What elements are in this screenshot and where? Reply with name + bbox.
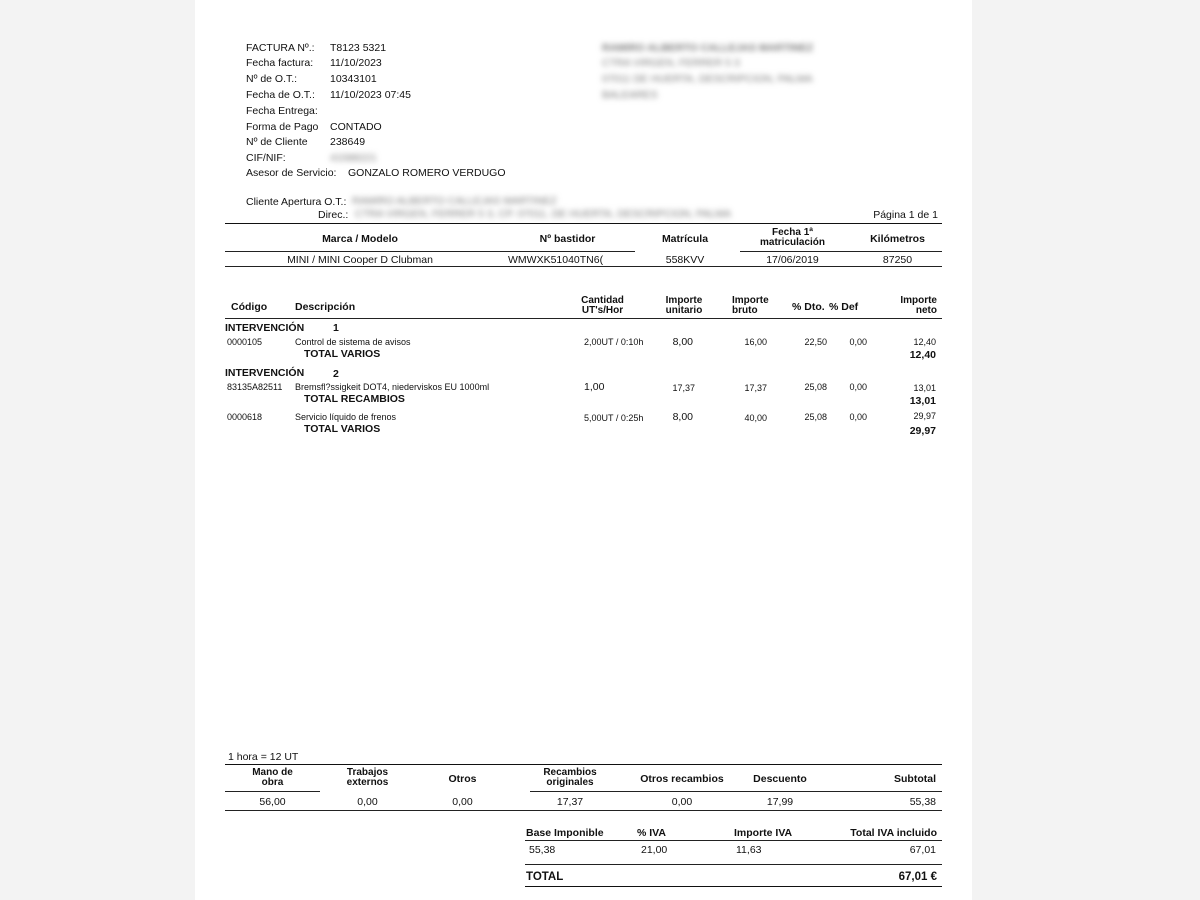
divider [525,886,942,887]
label-fecha-ot: Fecha de O.T.: [246,89,315,101]
label-cif-nif: CIF/NIF: [246,152,286,164]
header-total-iva-incluido: Total IVA incluido [850,827,937,839]
header-cantidad [575,296,630,316]
header-importe-neto-line2: neto [915,305,937,316]
total-value: 29,97 [909,425,936,437]
header-trabajos-externos-line1: Trabajos [346,767,389,778]
header-otros-recambios: Otros recambios [640,773,724,785]
address-line: RAMIRO ALBERTO CALLEJAS MARTINEZ [602,42,814,54]
total-amount: 67,01 € [898,871,937,883]
address-line: CTRA VIRGEN, FERRER 5 3 [602,57,740,69]
cell-trabajos-externos: 0,00 [357,796,378,808]
header-bastidor: Nº bastidor [539,233,596,245]
value-cif-nif-redacted: 41588221 [330,152,377,164]
label-factura: FACTURA Nº.: [246,42,315,54]
header-importe-bruto-line1: Importe [732,295,769,306]
header-fecha-line2: matriculación [759,237,826,248]
divider [525,864,942,865]
header-importe-bruto [732,296,769,316]
cell-marca-modelo: MINI / MINI Cooper D Clubman [287,254,433,266]
intervencion-number: 2 [333,368,339,380]
total-value: 13,01 [909,395,936,407]
cell-base-imponible: 55,38 [529,844,556,856]
cell-descripcion: Bremsfl?ssigkeit DOT4, niederviskos EU 1000ml [295,382,490,392]
address-line: BALEARES [602,89,658,101]
value-direccion-redacted: CTRA VIRGEN, FERRER 5 3, CP. 07011, DE HUERTA, DESCRIPCION, PALMA [355,208,731,220]
value-factura: T8123 5321 [330,42,387,54]
cell-dto: 25,08 [804,412,827,422]
divider [225,791,320,792]
header-pct-iva: % IVA [637,827,666,839]
cell-cantidad: 2,00UT / 0:10h [584,337,644,347]
header-fecha-matriculacion [745,228,840,248]
divider [225,810,942,811]
cell-codigo: 83135A82511 [227,382,283,392]
header-importe-unitario-line1: Importe [665,295,703,306]
value-fecha-factura: 11/10/2023 [330,57,382,69]
cell-dto: 25,08 [804,382,827,392]
divider [225,318,942,319]
value-fecha-ot: 11/10/2023 07:45 [330,89,411,101]
value-cliente-apertura-redacted: RAMIRO ALBERTO CALLEJAS MARTINEZ [352,195,557,207]
header-recambios-originales-line2: originales [546,777,594,788]
label-num-ot: Nº de O.T.: [246,73,298,85]
cell-importe-iva: 11,63 [736,844,762,856]
cell-recambios-originales: 17,37 [556,796,584,808]
cell-fecha-matriculacion: 17/06/2019 [766,254,819,266]
cell-matricula: 558KVV [665,254,705,266]
header-otros: Otros [448,773,477,785]
cell-total-iva-incluido: 67,01 [909,844,936,856]
cell-otros: 0,00 [452,796,473,808]
cell-descripcion: Control de sistema de avisos [295,337,411,347]
value-num-ot: 10343101 [330,73,377,85]
cell-def: 0,00 [849,337,867,347]
cell-codigo: 0000618 [227,412,263,422]
cell-importe-neto: 29,97 [913,411,936,421]
label-fecha-factura: Fecha factura: [246,57,314,69]
header-importe-unitario [658,296,710,316]
cell-mano-obra: 56,00 [259,796,286,808]
header-cantidad-line2: UT's/Hor [581,305,624,316]
header-trabajos-externos [335,768,400,788]
header-subtotal: Subtotal [894,773,936,785]
header-dto: % Dto. [792,301,825,313]
value-asesor: GONZALO ROMERO VERDUGO [348,167,506,179]
intervencion-label: INTERVENCIÓN [225,367,305,379]
header-importe-bruto-line2: bruto [732,305,758,316]
total-label: TOTAL RECAMBIOS [304,393,405,405]
header-codigo: Código [231,301,268,313]
value-num-cliente: 238649 [330,136,366,148]
header-importe-iva: Importe IVA [734,827,793,839]
cell-importe-neto: 12,40 [913,337,936,347]
cell-importe-bruto: 40,00 [744,413,767,423]
header-recambios-originales-line1: Recambios [543,767,597,778]
label-asesor: Asesor de Servicio: [246,167,337,179]
cell-cantidad: 1,00 [584,381,605,393]
divider [740,251,942,252]
header-marca-modelo: Marca / Modelo [322,233,398,245]
cell-importe-unitario: 8,00 [672,336,693,348]
divider [225,266,942,267]
cell-importe-unitario: 8,00 [672,411,693,423]
cell-otros-recambios: 0,00 [671,796,693,808]
header-mano-obra [240,768,305,788]
header-importe-unitario-line2: unitario [665,305,703,316]
label-fecha-entrega: Fecha Entrega: [246,105,318,117]
divider [530,791,942,792]
header-mano-obra-line1: Mano de [252,767,293,778]
cell-codigo: 0000105 [227,337,263,347]
cell-bastidor: WMWXK51040TN6( [508,254,604,266]
cell-dto: 22,50 [804,337,827,347]
header-descripcion: Descripción [295,301,356,313]
cell-pct-iva: 21,00 [641,844,668,856]
cell-subtotal: 55,38 [909,796,936,808]
cell-kilometros: 87250 [882,254,913,266]
header-fecha-line1: Fecha 1ª [772,227,813,238]
header-base-imponible: Base Imponible [526,827,604,839]
header-def: % Def [829,301,859,313]
cell-def: 0,00 [849,412,867,422]
cell-importe-bruto: 17,37 [744,383,767,393]
label-cliente-apertura: Cliente Apertura O.T.: [246,196,347,208]
value-forma-pago: CONTADO [330,121,382,133]
cell-descuento: 17,99 [766,796,794,808]
total-value: 12,40 [909,349,936,361]
label-forma-pago: Forma de Pago [246,121,319,133]
ut-note: 1 hora = 12 UT [228,751,299,763]
header-importe-neto-line1: Importe [900,295,937,306]
header-matricula: Matrícula [661,233,709,245]
divider [525,840,942,841]
intervencion-number: 1 [333,322,339,334]
divider [225,764,942,765]
label-direccion: Direc.: [318,209,349,221]
invoice-page [195,0,972,900]
cell-descripcion: Servicio líquido de frenos [295,412,397,422]
header-cantidad-line1: Cantidad [581,295,624,306]
cell-def: 0,00 [849,382,867,392]
label-num-cliente: Nº de Cliente [246,136,308,148]
header-importe-neto [890,296,937,316]
header-descuento: Descuento [753,773,807,785]
header-mano-obra-line2: obra [261,777,284,788]
divider [225,223,942,224]
cell-cantidad: 5,00UT / 0:25h [584,413,644,423]
page-indicator: Página 1 de 1 [873,209,938,221]
header-recambios-originales [530,768,610,788]
total-label: TOTAL [526,871,564,883]
address-line: 07011 DE HUERTA, DESCRIPCION, PALMA [602,73,813,85]
header-trabajos-externos-line2: externos [346,777,389,788]
cell-importe-neto: 13,01 [913,383,936,393]
header-kilometros: Kilómetros [870,233,925,245]
divider [225,251,635,252]
cell-importe-bruto: 16,00 [744,337,767,347]
cell-importe-unitario: 17,37 [672,383,695,393]
intervencion-label: INTERVENCIÓN [225,322,305,334]
total-label: TOTAL VARIOS [304,348,381,360]
total-label: TOTAL VARIOS [304,423,381,435]
